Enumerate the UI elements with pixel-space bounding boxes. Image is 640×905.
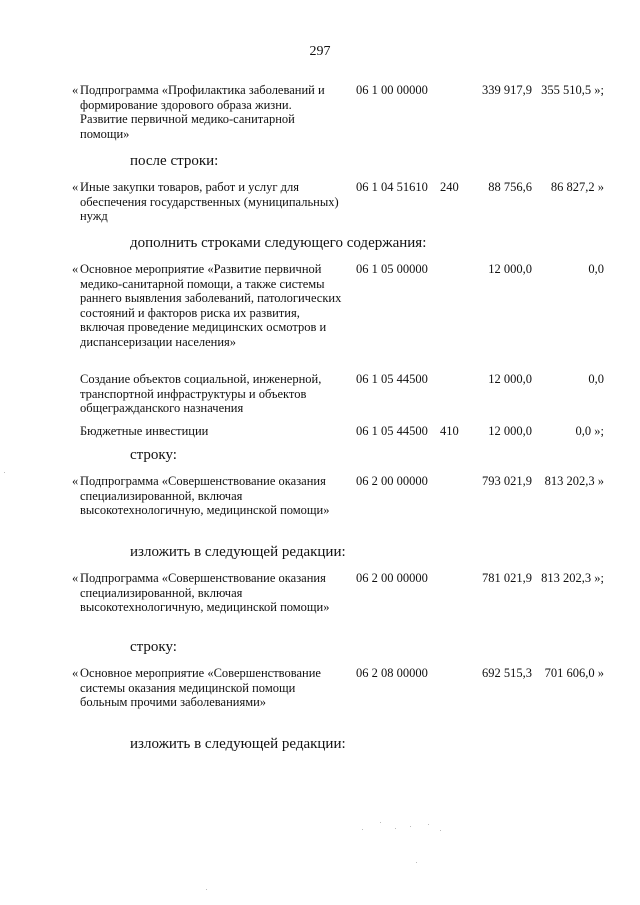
row-name: « Основное мероприятие «Развитие первичной медико-санитарной помощи, а также системы раннего выявления заболеваний, патологических состояний и факторов риска их развития, включая проведение медицинских осмотров и диспансеризации населения» — [80, 262, 342, 350]
instruction-heading: строку: — [130, 447, 177, 463]
row-expense-type: 240 — [440, 180, 459, 194]
row-name: Создание объектов социальной, инженерной, транспортной инфраструктуры и объектов общегражданского назначения — [80, 372, 322, 416]
row-name: Бюджетные инвестиции — [80, 424, 209, 438]
row-expense-type: 410 — [440, 424, 459, 438]
row-code: 06 2 08 00000 — [356, 666, 428, 680]
scan-speck — [206, 889, 207, 890]
instruction-heading: дополнить строками следующего содержания: — [130, 235, 427, 251]
scan-speck — [416, 862, 417, 863]
row-value-1: 88 756,6 — [488, 180, 532, 194]
row-value-2: 86 827,2 » — [550, 180, 604, 194]
row-value-2: 813 202,3 » — [544, 474, 604, 488]
instruction-heading: изложить в следующей редакции: — [130, 736, 346, 752]
instruction-heading: после строки: — [130, 153, 219, 169]
row-value-1: 692 515,3 — [482, 666, 532, 680]
row-value-1: 12 000,0 — [488, 372, 532, 386]
row-name: « Подпрограмма «Профилактика заболеваний и формирование здорового образа жизни. Развитие первичной медико-санитарной помощи» — [80, 83, 342, 141]
scan-speck — [395, 828, 396, 829]
instruction-heading: строку: — [130, 639, 177, 655]
row-value-2: 813 202,3 »; — [541, 571, 604, 585]
row-value-1: 781 021,9 — [482, 571, 532, 585]
row-name: « Подпрограмма «Совершенствование оказания специализированной, включая высокотехнологичную, медицинской помощи» — [80, 571, 342, 615]
scan-speck — [380, 822, 381, 823]
row-code: 06 1 05 44500 — [356, 372, 428, 386]
row-code: 06 2 00 00000 — [356, 474, 428, 488]
row-value-2: 0,0 »; — [575, 424, 604, 438]
instruction-heading: изложить в следующей редакции: — [130, 544, 346, 560]
scan-speck — [4, 472, 5, 473]
row-code: 06 1 04 51610 — [356, 180, 428, 194]
row-value-1: 339 917,9 — [482, 83, 532, 97]
row-value-2: 0,0 — [588, 372, 604, 386]
row-value-2: 355 510,5 »; — [541, 83, 604, 97]
row-name: « Иные закупки товаров, работ и услуг для обеспечения государственных (муниципальных) нужд — [80, 180, 342, 224]
scan-speck — [362, 829, 363, 830]
row-code: 06 1 00 00000 — [356, 83, 428, 97]
row-value-2: 0,0 — [588, 262, 604, 276]
row-name: « Подпрограмма «Совершенствование оказания специализированной, включая высокотехнологичную, медицинской помощи» — [80, 474, 342, 518]
row-name: « Основное мероприятие «Совершенствование системы оказания медицинской помощи больным прочими заболеваниями» — [80, 666, 342, 710]
scan-speck — [410, 826, 411, 827]
row-code: 06 1 05 44500 — [356, 424, 428, 438]
scan-speck — [440, 830, 441, 831]
row-value-2: 701 606,0 » — [544, 666, 604, 680]
scan-speck — [428, 824, 429, 825]
row-code: 06 2 00 00000 — [356, 571, 428, 585]
row-value-1: 12 000,0 — [488, 424, 532, 438]
row-value-1: 793 021,9 — [482, 474, 532, 488]
page-number: 297 — [309, 44, 331, 59]
row-value-1: 12 000,0 — [488, 262, 532, 276]
row-code: 06 1 05 00000 — [356, 262, 428, 276]
